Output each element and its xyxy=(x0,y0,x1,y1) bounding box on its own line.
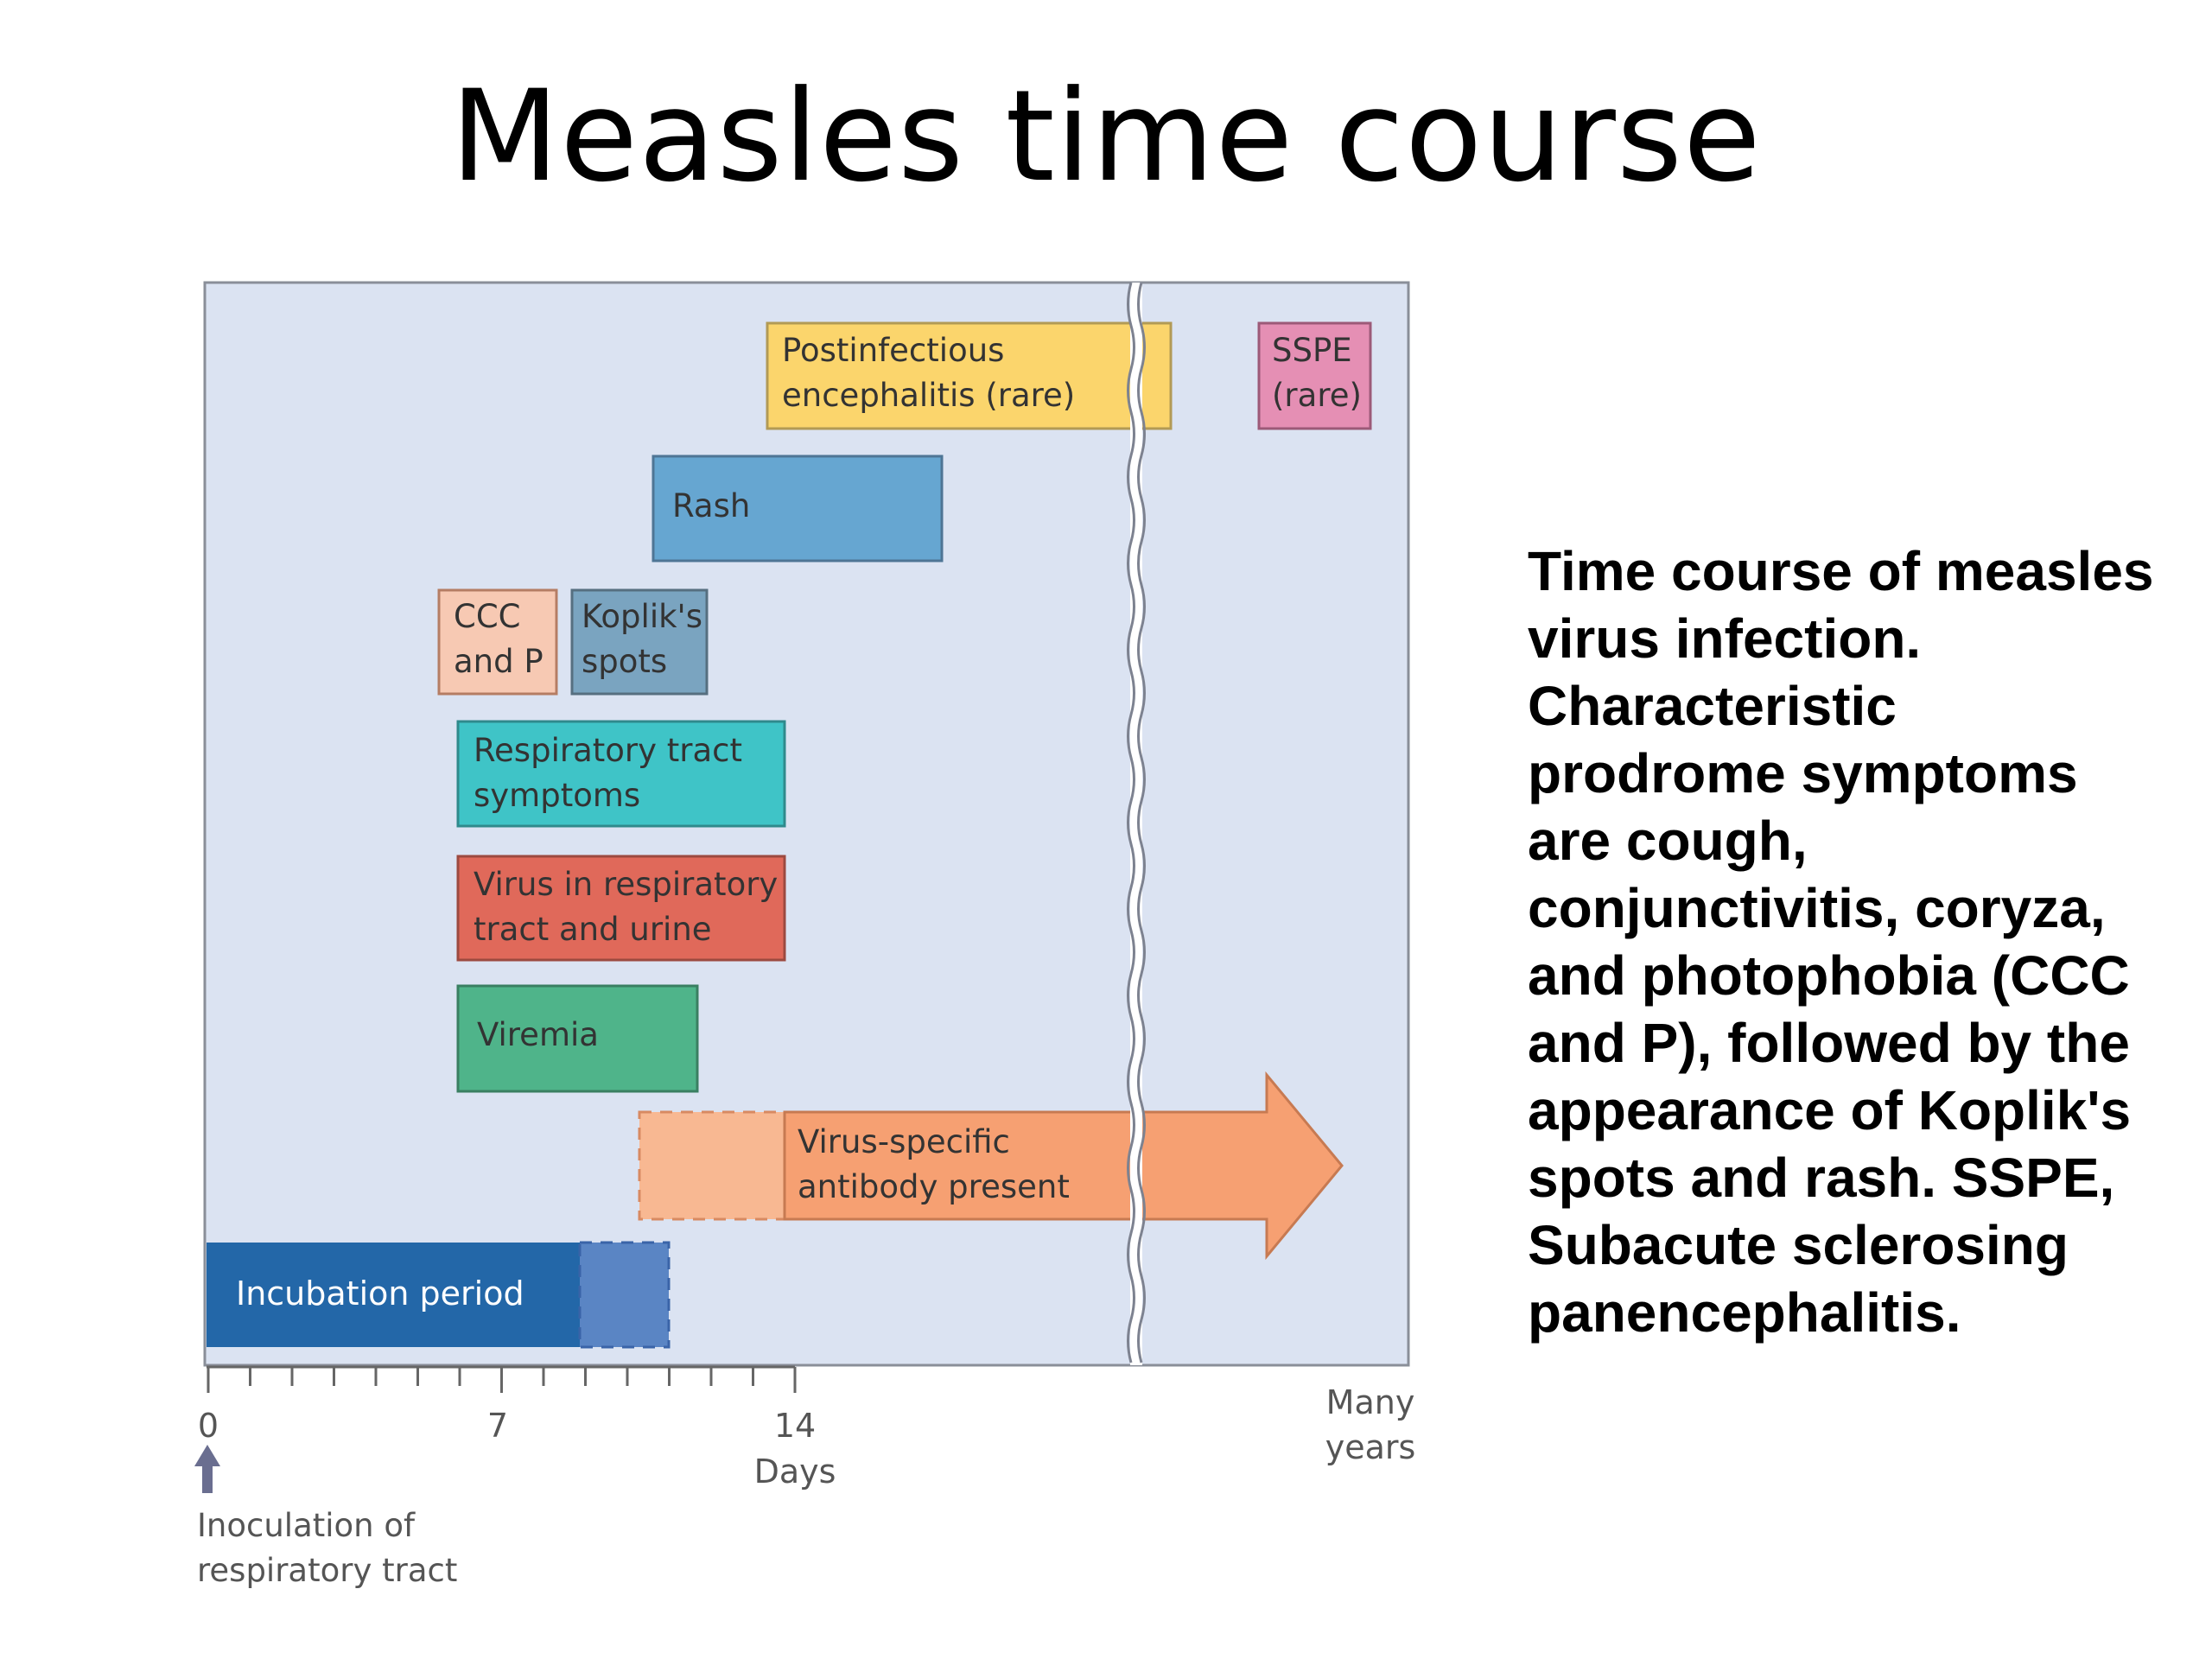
axis-break xyxy=(1128,283,1145,1365)
inoculation-label-line: respiratory tract xyxy=(197,1552,458,1589)
bar-rash xyxy=(653,456,942,561)
bar-label-line: Koplik's xyxy=(582,598,702,635)
far-label-line: Many xyxy=(1325,1383,1415,1421)
up-arrow-icon xyxy=(194,1445,220,1493)
bar-label-line: Postinfectious xyxy=(782,332,1005,369)
bar-label-line: and P xyxy=(454,643,543,680)
bar-ccc-and-p xyxy=(439,590,556,694)
bar-label-line: Viremia xyxy=(477,1016,599,1053)
far-label-line: years xyxy=(1325,1428,1416,1466)
inoculation-label-line: Inoculation of xyxy=(197,1507,416,1544)
bar-label-line: Virus-specific xyxy=(798,1123,1010,1160)
caption-text: Time course of measles virus infection. Characteristic prodrome symptoms are cough, conjunctivitis, coryza, and photophobia (CCC and P), followed by the appearance of Koplik's spots and rash. SSPE, Subacute sclerosing panencephalitis. xyxy=(1528,540,2154,1344)
bar-label-line: symptoms xyxy=(474,777,641,814)
bar-viremia xyxy=(458,986,697,1091)
bar-label-line: spots xyxy=(582,643,668,680)
bar-label-line: CCC xyxy=(454,598,521,635)
axis-label-days: Days xyxy=(753,1452,836,1491)
x-axis xyxy=(198,1367,1415,1491)
bar-virus-respiratory-tract-urine xyxy=(458,856,785,960)
incubation-dashed-segment xyxy=(580,1243,669,1347)
bar-sspe xyxy=(1259,323,1370,429)
bar-label-line: Respiratory tract xyxy=(474,732,742,769)
bar-label-line: encephalitis (rare) xyxy=(782,377,1076,414)
inoculation-marker xyxy=(194,1445,457,1589)
bar-label-line: tract and urine xyxy=(474,911,712,948)
bar-respiratory-tract-symptoms xyxy=(458,721,785,826)
bar-label-line: (rare) xyxy=(1272,377,1362,414)
tick-label-7: 7 xyxy=(486,1407,509,1445)
bar-label-line: SSPE xyxy=(1272,332,1352,369)
bar-label-line: Rash xyxy=(672,487,751,524)
slide-title: Measles time course xyxy=(450,63,1762,210)
axis-tick-marks xyxy=(208,1367,795,1393)
tick-label-14: 14 xyxy=(773,1407,817,1445)
bar-label-line: antibody present xyxy=(798,1168,1070,1205)
tick-label-0: 0 xyxy=(197,1407,219,1445)
bar-kopliks-spots xyxy=(572,590,707,694)
antibody-dashed-segment xyxy=(639,1112,785,1219)
bar-label-line: Incubation period xyxy=(236,1274,524,1313)
bar-label-line: Virus in respiratory xyxy=(474,866,779,903)
bar-postinfectious-encephalitis xyxy=(767,323,1171,429)
bar-incubation-period xyxy=(207,1243,669,1347)
